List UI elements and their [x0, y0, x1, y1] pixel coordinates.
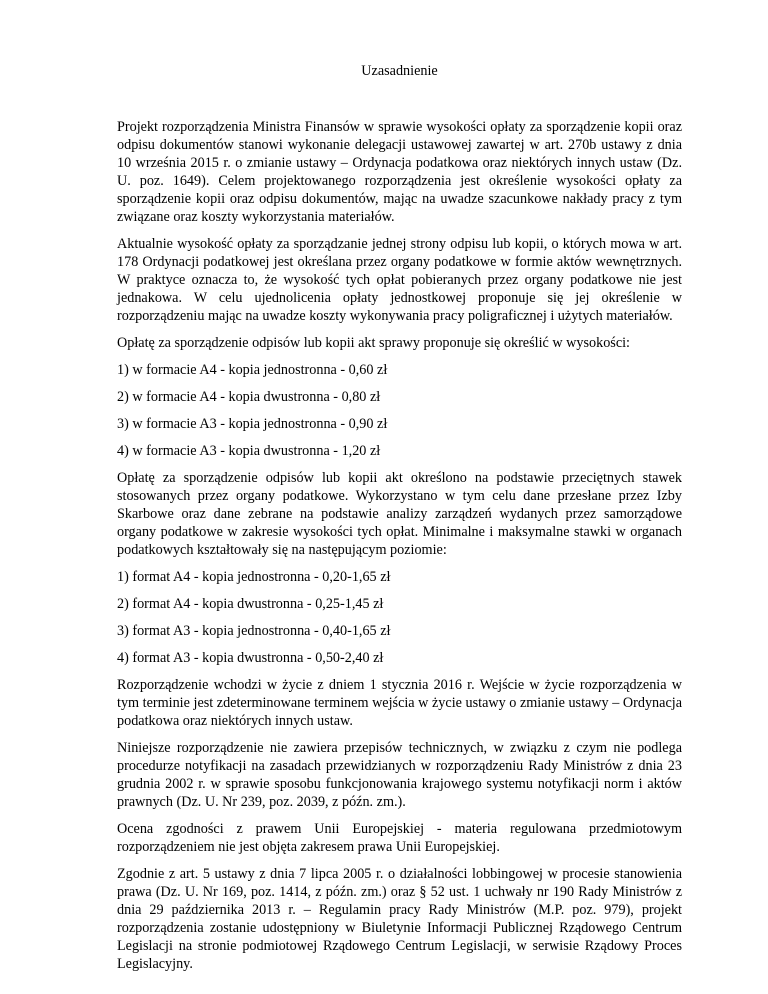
list-item: 3) format A3 - kopia jednostronna - 0,40-1,65 zł: [117, 623, 391, 639]
document-title: Uzasadnienie: [361, 63, 438, 79]
paragraph-proposal: Opłatę za sporządzenie odpisów lub kopii akt sprawy proponuje się określić w wysokości:: [117, 335, 630, 351]
list-item: 2) w formacie A4 - kopia dwustronna - 0,80 zł: [117, 389, 381, 405]
list-item: 4) w formacie A3 - kopia dwustronna - 1,20 zł: [117, 443, 381, 459]
paragraph-eu-compliance: Ocena zgodności z prawem Unii Europejskiej - materia regulowana przedmiotowym rozporządzeniem nie jest objęta zakresem prawa Unii Europejskiej.: [117, 821, 682, 855]
list-item: 2) format A4 - kopia dwustronna - 0,25-1,45 zł: [117, 596, 384, 612]
list-item: 4) format A3 - kopia dwustronna - 0,50-2,40 zł: [117, 650, 384, 666]
paragraph-entry-into-force: Rozporządzenie wchodzi w życie z dniem 1 stycznia 2016 r. Wejście w życie rozporządzenia w tym terminie jest zdeterminowane terminem wejścia w życie ustawy o zmianie ustawy – Ordynacja podatkowa oraz niektórych innych ustaw.: [117, 677, 682, 729]
paragraph-rates-basis: Opłatę za sporządzenie odpisów lub kopii akt określono na podstawie przeciętnych stawek stosowanych przez organy podatkowe. Wykorzystano w tym celu dane przesłane przez Izby Skarbowe oraz dane zebrane na podstawie analizy zarządzeń wydanych przez samorządowe organy podatkowe w zakresie wysokości tych opłat. Minimalne i maksymalne stawki w organach podatkowych kształtowały się na następującym poziomie:: [117, 470, 682, 558]
paragraph-current-fees: Aktualnie wysokość opłaty za sporządzanie jednej strony odpisu lub kopii, o których mowa w art. 178 Ordynacji podatkowej jest określana przez organy podatkowe w formie aktów wewnętrznych. W praktyce oznacza to, że wysokość tych opłat pobieranych przez organy podatkowe nie jest jednakowa. W celu ujednolicenia opłaty jednostkowej proponuje się jej określenie w rozporządzeniu mając na uwadze koszty wykonywania pracy poligraficznej i użytych materiałów.: [117, 236, 682, 324]
proposed-fees-list: [117, 361, 682, 460]
paragraph-notification: Niniejsze rozporządzenie nie zawiera przepisów technicznych, w związku z czym nie podlega procedurze notyfikacji na zasadach przewidzianych w rozporządzeniu Rady Ministrów z dnia 23 grudnia 2002 r. w sprawie sposobu funkcjonowania krajowego systemu notyfikacji norm i aktów prawnych (Dz. U. Nr 239, poz. 2039, z późn. zm.).: [117, 740, 682, 810]
list-item: 3) w formacie A3 - kopia jednostronna - 0,90 zł: [117, 416, 388, 432]
list-item: 1) format A4 - kopia jednostronna - 0,20-1,65 zł: [117, 569, 391, 585]
list-item: 1) w formacie A4 - kopia jednostronna - 0,60 zł: [117, 362, 388, 378]
paragraph-intro: Projekt rozporządzenia Ministra Finansów w sprawie wysokości opłaty za sporządzenie kopii oraz odpisu dokumentów stanowi wykonanie delegacji ustawowej zawartej w art. 270b ustawy z dnia 10 września 2015 r. o zmianie ustawy – Ordynacja podatkowa oraz niektórych innych ustaw (Dz. U. poz. 1649). Celem projektowanego rozporządzenia jest określenie wysokości opłaty za sporządzenie kopii oraz odpisu dokumentów, mając na uwadze szacunkowe nakłady pracy z tym związane oraz koszty wykorzystania materiałów.: [117, 119, 682, 225]
document-page: [117, 62, 682, 982]
rate-ranges-list: [117, 568, 682, 667]
paragraph-lobbying: Zgodnie z art. 5 ustawy z dnia 7 lipca 2005 r. o działalności lobbingowej w procesie stanowienia prawa (Dz. U. Nr 169, poz. 1414, z późn. zm.) oraz § 52 ust. 1 uchwały nr 190 Rady Ministrów z dnia 29 października 2013 r. – Regulamin pracy Rady Ministrów (M.P. poz. 979), projekt rozporządzenia zostanie udostępniony w Biuletynie Informacji Publicznej Rządowego Centrum Legislacji na stronie podmiotowej Rządowego Centrum Legislacji, w serwisie Rządowy Proces Legislacyjny.: [117, 866, 682, 972]
